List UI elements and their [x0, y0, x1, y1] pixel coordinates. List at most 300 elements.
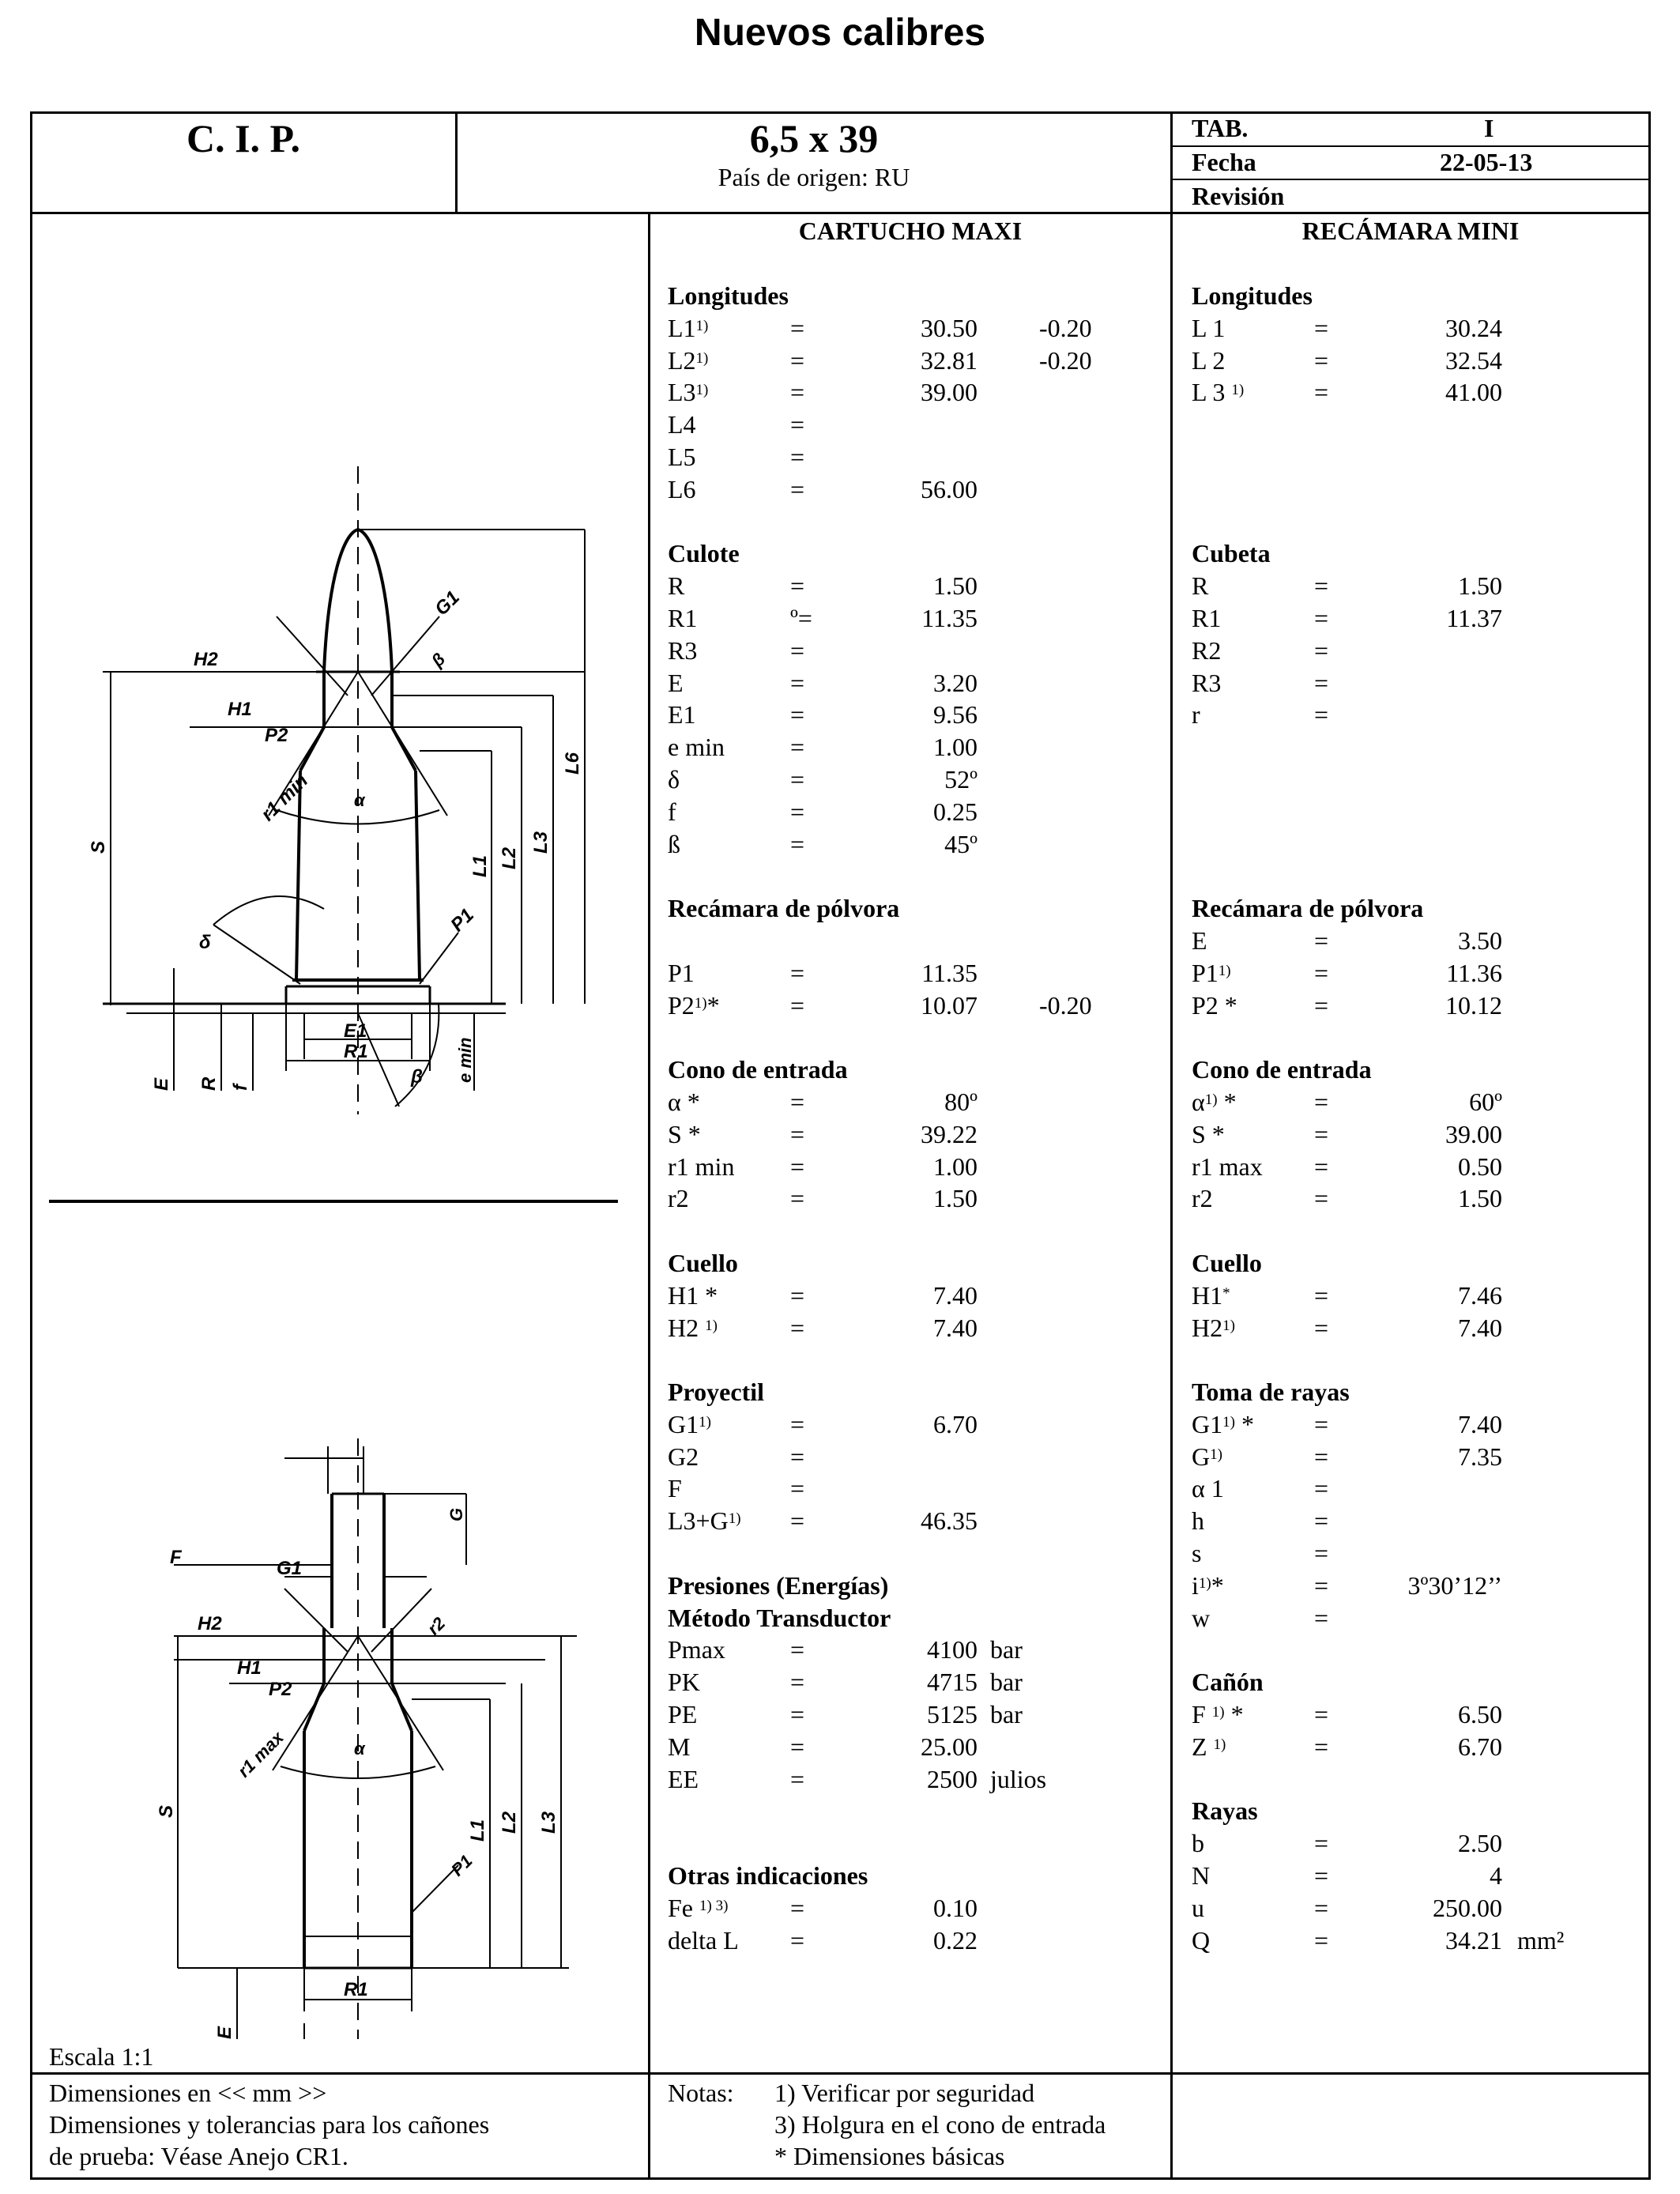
equals-sign: =: [1314, 990, 1329, 1020]
param-row: [1192, 1280, 1646, 1312]
param-symbol: L1: [668, 313, 696, 342]
label-beta-top: β: [427, 649, 450, 671]
footnote-ref: 1): [699, 1413, 711, 1431]
section-heading: [668, 1860, 1166, 1892]
equals-sign: =: [1314, 1732, 1329, 1761]
param-symbol: L 2: [1192, 345, 1226, 375]
equals-sign: =: [1314, 603, 1329, 632]
param-value: 1.50: [1458, 571, 1502, 601]
param-value: 52º: [944, 764, 977, 794]
footnote-ref: 1): [695, 382, 709, 399]
equals-sign: =: [1314, 635, 1329, 665]
section-title: Cono de entrada: [668, 1055, 848, 1084]
equals-sign: =: [790, 1280, 805, 1310]
param-symbol: F: [1192, 1700, 1212, 1729]
equals-sign: =: [1314, 1313, 1329, 1342]
param-value: 7.40: [933, 1313, 977, 1342]
param-symbol: L4: [668, 410, 696, 439]
label-l6: L6: [562, 752, 583, 775]
equals-sign: =: [790, 700, 805, 729]
param-name: [668, 1763, 699, 1796]
param-symbol: S *: [668, 1119, 701, 1148]
param-name: [668, 635, 697, 667]
param-value: 0.25: [933, 797, 977, 826]
equals-sign: =: [1314, 1152, 1329, 1181]
param-tolerance: -0.20: [1039, 345, 1092, 375]
drawing-divider: [49, 1200, 618, 1203]
param-symbol: r: [1192, 700, 1200, 729]
param-name: [1192, 1505, 1204, 1537]
section-title: Presiones (Energías): [668, 1570, 889, 1600]
col-sep-right: [1170, 111, 1173, 2180]
param-value: 39.00: [921, 378, 977, 407]
param-value: 30.24: [1445, 313, 1502, 342]
param-unit: bar: [990, 1635, 1023, 1664]
param-row: [1192, 1441, 1646, 1473]
param-row: [1192, 1570, 1646, 1602]
spacer-row: [668, 506, 1166, 538]
param-row: [668, 1182, 1166, 1215]
param-value: 32.54: [1445, 345, 1502, 375]
footer-dim-line1: Dimensiones en << mm >>: [49, 2079, 327, 2107]
scale-label: Escala 1:1: [49, 2042, 154, 2071]
label-r1min: r1 min: [257, 770, 313, 826]
param-name: [668, 1666, 700, 1698]
footnote-ref: *: [1222, 1284, 1230, 1302]
section-title: Otras indicaciones: [668, 1861, 868, 1891]
footnote-ref: 1): [728, 1510, 741, 1528]
spacer-row: [668, 1215, 1166, 1247]
label-e-bottom: E: [214, 2026, 235, 2039]
param-symbol: Fe: [668, 1893, 699, 1922]
param-value: 41.00: [1445, 378, 1502, 407]
param-name: [668, 1505, 741, 1537]
param-row: [1192, 1086, 1646, 1118]
revision-label: Revisión: [1192, 182, 1285, 210]
equals-sign: =: [790, 1732, 805, 1761]
param-symbol: α 1: [1192, 1474, 1224, 1503]
param-value: 250.00: [1433, 1893, 1502, 1922]
equals-sign: =: [790, 797, 805, 826]
label-r1-bottom: R1: [344, 1979, 368, 2000]
label-r1: R1: [344, 1041, 368, 1062]
param-name: [1192, 1441, 1222, 1473]
param-suffix: *: [706, 990, 720, 1020]
param-value: 7.40: [1458, 1409, 1502, 1438]
spacer-row: [668, 860, 1166, 892]
equals-sign: =: [1314, 571, 1329, 601]
label-s-bottom: S: [156, 1804, 177, 1818]
label-p2: P2: [265, 725, 288, 746]
param-value: 56.00: [921, 474, 977, 503]
param-symbol: r2: [1192, 1184, 1213, 1213]
equals-sign: =: [1314, 1442, 1329, 1471]
footer-divider: [30, 2072, 1651, 2075]
section-title: Cono de entrada: [1192, 1055, 1372, 1084]
equals-sign: =: [1314, 1570, 1329, 1600]
label-p2-bottom: P2: [269, 1679, 292, 1700]
param-row: [1192, 1118, 1646, 1151]
equals-sign: =: [1314, 925, 1329, 955]
param-name: [1192, 570, 1208, 602]
label-h2-bottom: H2: [198, 1613, 222, 1634]
param-symbol: G1: [668, 1409, 699, 1438]
fecha-label: Fecha: [1192, 148, 1256, 176]
fecha-value: 22-05-13: [1440, 148, 1533, 176]
param-name: [668, 990, 720, 1022]
param-value: 25.00: [921, 1732, 977, 1761]
param-symbol: u: [1192, 1893, 1204, 1922]
param-name: [1192, 1472, 1224, 1505]
equals-sign: =: [1314, 378, 1329, 407]
page-title: Nuevos calibres: [694, 12, 986, 54]
header-tab-line: [1170, 145, 1650, 147]
param-value: 11.37: [1446, 603, 1502, 632]
param-row: [1192, 1312, 1646, 1344]
param-name: [668, 312, 708, 345]
param-symbol: w: [1192, 1603, 1211, 1632]
param-value: 3.50: [1458, 925, 1502, 955]
param-row: [1192, 1602, 1646, 1634]
param-name: [668, 1408, 711, 1441]
equals-sign: =: [1314, 958, 1329, 987]
param-symbol: R2: [1192, 635, 1222, 665]
label-beta: β: [411, 1066, 423, 1088]
param-name: [1192, 1570, 1224, 1602]
param-suffix: *: [1234, 1409, 1254, 1438]
param-name: [1192, 1860, 1210, 1892]
equals-sign: =: [790, 1442, 805, 1471]
spacer-row: [1192, 1763, 1646, 1796]
param-row: [1192, 376, 1646, 409]
param-symbol: δ: [668, 764, 680, 794]
param-value: 39.22: [921, 1119, 977, 1148]
param-name: [1192, 1731, 1226, 1763]
notes-label: Notas:: [668, 2079, 734, 2107]
equals-sign: =: [1314, 1280, 1329, 1310]
label-h2: H2: [194, 649, 218, 670]
param-name: [668, 602, 697, 635]
param-name: [1192, 990, 1237, 1022]
param-symbol: Pmax: [668, 1635, 725, 1664]
equals-sign: =: [790, 1700, 805, 1729]
param-name: [668, 473, 696, 506]
frame-right: [1648, 111, 1651, 2180]
equals-sign: =: [1314, 1893, 1329, 1922]
footnote-ref: 1) 3): [699, 1897, 729, 1914]
section-heading: [668, 1570, 1166, 1602]
footnote-ref: 1): [695, 349, 709, 367]
param-symbol: R1: [668, 603, 698, 632]
recamara-list: [1192, 280, 1646, 1956]
param-value: 11.35: [921, 603, 977, 632]
param-name: [668, 409, 696, 441]
footnote-ref: 1): [1222, 1413, 1235, 1431]
param-row: [1192, 1698, 1646, 1731]
param-name: [1192, 1280, 1230, 1312]
label-p1: P1: [446, 904, 479, 937]
param-row: [668, 1472, 1166, 1505]
param-symbol: E: [668, 668, 684, 697]
param-symbol: r1 max: [1192, 1152, 1263, 1181]
param-name: [668, 1118, 701, 1151]
recamara-heading: RECÁMARA MINI: [1301, 217, 1520, 245]
param-value: 1.50: [1458, 1184, 1502, 1213]
param-unit: bar: [990, 1700, 1023, 1729]
param-row: [1192, 957, 1646, 990]
param-row: [1192, 1408, 1646, 1441]
param-symbol: H2: [1192, 1313, 1223, 1342]
param-name: [1192, 1602, 1210, 1634]
frame-top: [30, 111, 1651, 114]
cartucho-list: [668, 280, 1166, 1956]
label-alpha-bottom: α: [354, 1739, 365, 1759]
param-row: [1192, 1151, 1646, 1183]
param-value: 1.50: [933, 571, 977, 601]
param-symbol: H1: [1192, 1280, 1223, 1310]
param-name: [1192, 1827, 1204, 1860]
equals-sign: =: [790, 313, 805, 342]
param-row: [1192, 1892, 1646, 1924]
param-value: 4100: [927, 1635, 977, 1664]
param-row: [668, 763, 1166, 796]
label-s: S: [88, 840, 109, 854]
frame-bottom: [30, 2177, 1651, 2180]
param-name: [668, 731, 725, 763]
param-row: [668, 990, 1166, 1022]
label-g-bottom: G: [446, 1507, 466, 1521]
note-3: * Dimensiones básicas: [774, 2142, 1005, 2170]
param-row: [668, 957, 1166, 990]
param-value: 45º: [944, 829, 977, 858]
param-name: [1192, 312, 1225, 345]
label-l1: L1: [469, 854, 491, 877]
label-r1max: r1 max: [233, 1727, 288, 1781]
param-symbol: R: [1192, 571, 1209, 601]
param-row: [1192, 925, 1646, 957]
equals-sign: =: [790, 1506, 805, 1536]
section-title: Recámara de pólvora: [668, 894, 900, 923]
label-h1: H1: [228, 699, 252, 720]
param-symbol: P2 *: [1192, 990, 1237, 1020]
param-symbol: H1 *: [668, 1280, 718, 1310]
param-symbol: P2: [668, 990, 695, 1020]
param-row: [1192, 1924, 1646, 1957]
spacer-row: [1192, 1021, 1646, 1054]
spacer-row: [668, 1344, 1166, 1376]
footnote-ref: 1): [1213, 1736, 1226, 1753]
cartridge-drawing: [32, 458, 648, 1138]
param-value: 30.50: [921, 313, 977, 342]
param-row: [668, 409, 1166, 441]
param-symbol: N: [1192, 1861, 1211, 1891]
equals-sign: =: [1314, 1119, 1329, 1148]
param-row: [1192, 667, 1646, 699]
footnote-ref: 1): [694, 994, 707, 1012]
param-name: [668, 667, 684, 699]
spacer-row: [1192, 1344, 1646, 1376]
param-value: 10.12: [1445, 990, 1502, 1020]
param-value: 7.40: [933, 1280, 977, 1310]
param-name: [668, 441, 696, 473]
param-symbol: L2: [668, 345, 696, 375]
equals-sign: =: [790, 1925, 805, 1955]
param-name: [1192, 1086, 1237, 1118]
param-value: 11.35: [921, 958, 977, 987]
label-l3: L3: [530, 831, 552, 854]
param-row: [1192, 1860, 1646, 1892]
param-name: [1192, 925, 1207, 957]
equals-sign: º=: [790, 603, 812, 632]
spacer-row: [1192, 860, 1646, 892]
footnote-ref: 1): [1231, 382, 1245, 399]
param-name: [668, 376, 708, 409]
param-name: [1192, 1312, 1235, 1344]
section-heading: [1192, 280, 1646, 312]
equals-sign: =: [790, 764, 805, 794]
param-row: [1192, 1827, 1646, 1860]
param-value: 1.50: [933, 1184, 977, 1213]
param-name: [668, 1182, 689, 1215]
param-value: 0.22: [933, 1925, 977, 1955]
spacer-row: [668, 1021, 1166, 1054]
label-g1: G1: [431, 586, 464, 620]
label-l3-bottom: L3: [538, 1811, 559, 1834]
param-name: [1192, 699, 1200, 731]
param-unit: julios: [990, 1764, 1047, 1793]
param-value: 2.50: [1458, 1829, 1502, 1858]
equals-sign: =: [790, 1119, 805, 1148]
param-row: [668, 312, 1166, 345]
param-value: 4: [1490, 1861, 1502, 1891]
equals-sign: =: [1314, 668, 1329, 697]
param-name: [668, 1892, 728, 1924]
param-value: 32.81: [921, 345, 977, 375]
param-suffix: *: [1217, 1087, 1237, 1116]
param-value: 7.46: [1458, 1280, 1502, 1310]
param-row: [1192, 345, 1646, 377]
spacer-row: [1192, 763, 1646, 796]
param-value: 5125: [927, 1700, 977, 1729]
section-title: Longitudes: [668, 281, 789, 310]
header-divider: [30, 212, 1651, 214]
footnote-ref: 1): [1204, 1091, 1218, 1108]
label-h1-bottom: H1: [237, 1657, 262, 1679]
param-row: [668, 441, 1166, 473]
org-label: C. I. P.: [186, 116, 301, 160]
param-symbol: L 3: [1192, 378, 1232, 407]
param-symbol: α *: [668, 1087, 700, 1116]
param-row: [668, 1763, 1166, 1796]
tab-value: I: [1484, 114, 1494, 142]
param-symbol: b: [1192, 1829, 1204, 1858]
note-2: 3) Holgura en el cono de entrada: [774, 2110, 1106, 2139]
param-row: [668, 635, 1166, 667]
param-row: [668, 570, 1166, 602]
param-value: 3.20: [933, 668, 977, 697]
param-name: [668, 1441, 699, 1473]
equals-sign: =: [790, 1184, 805, 1213]
spacer-row: [1192, 1215, 1646, 1247]
label-emin: e min: [455, 1037, 475, 1083]
param-row: [668, 667, 1166, 699]
param-name: [1192, 635, 1221, 667]
footer-dim-line2: Dimensiones y tolerancias para los cañones: [49, 2110, 490, 2139]
param-row: [668, 345, 1166, 377]
param-name: [668, 1280, 718, 1312]
param-name: [1192, 376, 1244, 409]
spacer-row: [668, 1827, 1166, 1860]
param-symbol: S *: [1192, 1119, 1225, 1148]
param-value: 7.40: [1458, 1313, 1502, 1342]
spacer-row: [668, 1795, 1166, 1827]
section-title: Longitudes: [1192, 281, 1313, 310]
param-symbol: L 1: [1192, 313, 1226, 342]
param-symbol: E1: [668, 700, 696, 729]
footnote-ref: 1): [1210, 1446, 1222, 1463]
param-row: [1192, 1472, 1646, 1505]
param-row: [1192, 699, 1646, 731]
param-row: [1192, 1505, 1646, 1537]
equals-sign: =: [1314, 1861, 1329, 1891]
param-symbol: r1 min: [668, 1152, 735, 1181]
param-value: 39.00: [1445, 1119, 1502, 1148]
param-row: [668, 1312, 1166, 1344]
section-heading: [1192, 537, 1646, 570]
param-row: [668, 376, 1166, 409]
param-value: 7.35: [1458, 1442, 1502, 1471]
param-symbol: PE: [668, 1700, 698, 1729]
param-name: [1192, 1182, 1213, 1215]
section-title: Recámara de pólvora: [1192, 894, 1424, 923]
param-name: [1192, 602, 1221, 635]
param-symbol: P1: [1192, 958, 1219, 987]
param-symbol: delta L: [668, 1925, 739, 1955]
equals-sign: =: [1314, 1539, 1329, 1568]
param-row: [1192, 1537, 1646, 1570]
param-row: [668, 1086, 1166, 1118]
section-heading: [668, 1602, 1166, 1634]
section-heading: [1192, 1666, 1646, 1698]
param-row: [668, 796, 1166, 828]
param-symbol: α: [1192, 1087, 1205, 1116]
equals-sign: =: [1314, 1409, 1329, 1438]
param-row: [668, 699, 1166, 731]
param-row: [668, 1441, 1166, 1473]
param-symbol: e min: [668, 733, 725, 762]
label-f-bottom: F: [170, 1547, 182, 1568]
param-name: [1192, 345, 1225, 377]
label-e1: E1: [344, 1020, 367, 1042]
param-name: [668, 1312, 718, 1344]
param-row: [668, 1924, 1166, 1957]
note-1: 1) Verificar por seguridad: [774, 2079, 1035, 2107]
param-name: [668, 1634, 725, 1666]
param-symbol: G: [1192, 1442, 1211, 1471]
footnote-ref: 1): [1211, 1704, 1225, 1721]
param-symbol: H2: [668, 1313, 706, 1342]
section-heading: [668, 280, 1166, 312]
origin-label: País de origen: RU: [718, 163, 910, 191]
equals-sign: =: [790, 1764, 805, 1793]
param-row: [668, 1505, 1166, 1537]
param-row: [668, 828, 1166, 861]
param-row: [1192, 1731, 1646, 1763]
param-row: [668, 1698, 1166, 1731]
param-value: 34.21: [1445, 1925, 1502, 1955]
param-name: [1192, 1698, 1244, 1731]
equals-sign: =: [790, 1893, 805, 1922]
